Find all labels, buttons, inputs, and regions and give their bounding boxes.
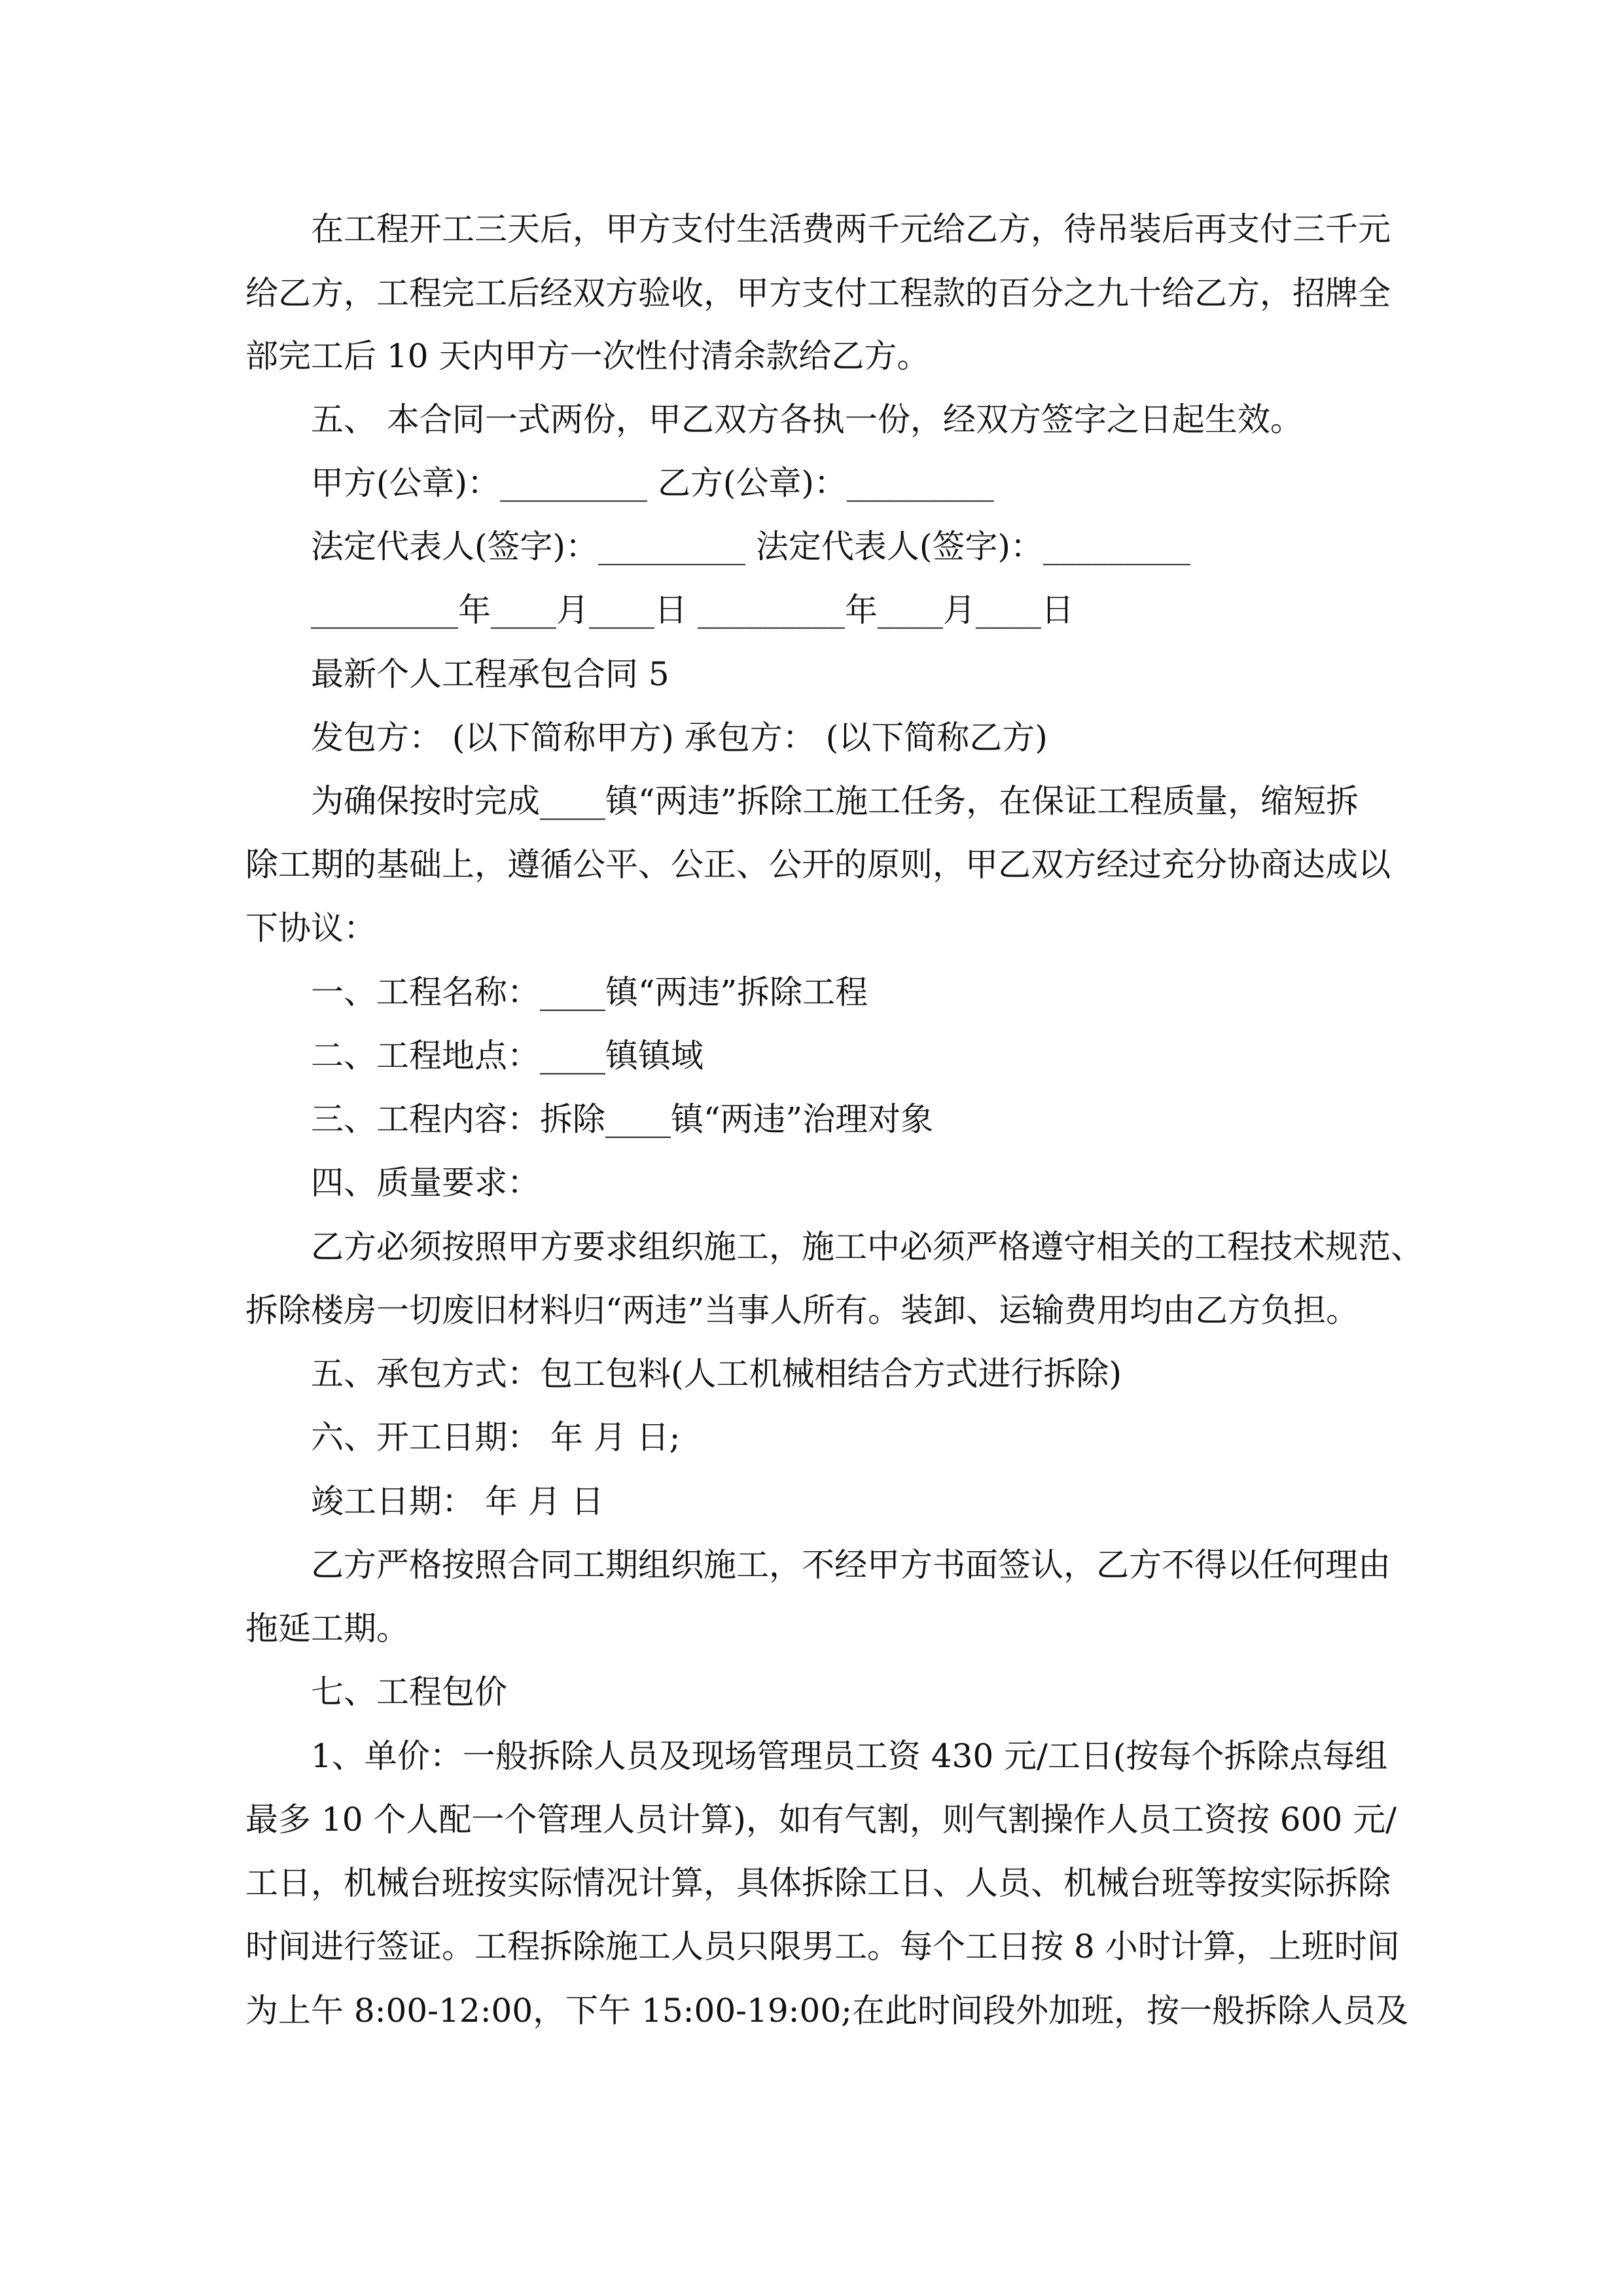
paragraph-line: 最多 10 个人配一个管理人员计算)，如有气割，则气割操作人员工资按 600 元/ (245, 1801, 1397, 1839)
paragraph-line: 在工程开工三天后，甲方支付生活费两千元给乙方，待吊装后再支付三千元 (311, 210, 1391, 248)
completion-date: 竣工日期： 年 月 日 (311, 1482, 604, 1520)
paragraph-line: 下协议： (245, 909, 376, 947)
clause-start-date: 六、开工日期： 年 月 日; (311, 1418, 681, 1456)
paragraph-line: 时间进行签证。工程拆除施工人员只限男工。每个工日按 8 小时计算，上班时间 (245, 1928, 1400, 1965)
parties-line: 发包方： (以下简称甲方) 承包方： (以下简称乙方) (311, 719, 1048, 757)
contract-title: 最新个人工程承包合同 5 (311, 655, 669, 693)
paragraph-line: 给乙方，工程完工后经双方验收，甲方支付工程款的百分之九十给乙方，招牌全 (245, 274, 1391, 312)
date-line: _________年____月____日 _________年____月____日 (311, 591, 1074, 629)
paragraph-line: 拖延工期。 (245, 1609, 409, 1647)
paragraph-line: 乙方严格按照合同工期组织施工，不经甲方书面签认，乙方不得以任何理由 (311, 1546, 1391, 1584)
paragraph-line: 部完工后 10 天内甲方一次性付清余款给乙方。 (245, 337, 930, 375)
paragraph-line: 为上午 8:00-12:00，下午 15:00-19:00;在此时间段外加班，按一般拆除人员及 (245, 1992, 1408, 2030)
seal-line: 甲方(公章)：_________ 乙方(公章)：_________ (311, 464, 994, 502)
paragraph-line: 拆除楼房一切废旧材料归“两违”当事人所有。装卸、运输费用均由乙方负担。 (245, 1291, 1359, 1329)
clause-contract-method: 五、承包方式：包工包料(人工机械相结合方式进行拆除) (311, 1355, 1122, 1393)
clause-quality: 四、质量要求： (311, 1164, 540, 1202)
signature-line: 法定代表人(签字)：_________ 法定代表人(签字)：_________ (311, 528, 1190, 565)
clause-project-location: 二、工程地点：____镇镇域 (311, 1037, 704, 1075)
clause-5: 五、 本合同一式两份，甲乙双方各执一份，经双方签字之日起生效。 (311, 401, 1303, 439)
clause-project-content: 三、工程内容：拆除____镇“两违”治理对象 (311, 1100, 934, 1138)
paragraph-line: 为确保按时完成____镇“两违”拆除工施工任务，在保证工程质量，缩短拆 (311, 782, 1359, 820)
clause-project-name: 一、工程名称：____镇“两违”拆除工程 (311, 973, 868, 1011)
paragraph-line: 乙方必须按照甲方要求组织施工，施工中必须严格遵守相关的工程技术规范、 (311, 1228, 1423, 1266)
paragraph-line: 工日，机械台班按实际情况计算，具体拆除工日、人员、机械台班等按实际拆除 (245, 1864, 1391, 1902)
clause-price: 七、工程包价 (311, 1673, 507, 1711)
paragraph-line: 除工期的基础上，遵循公平、公正、公开的原则，甲乙双方经过充分协商达成以 (245, 846, 1391, 884)
paragraph-line: 1、单价：一般拆除人员及现场管理员工资 430 元/工日(按每个拆除点每组 (311, 1737, 1388, 1775)
